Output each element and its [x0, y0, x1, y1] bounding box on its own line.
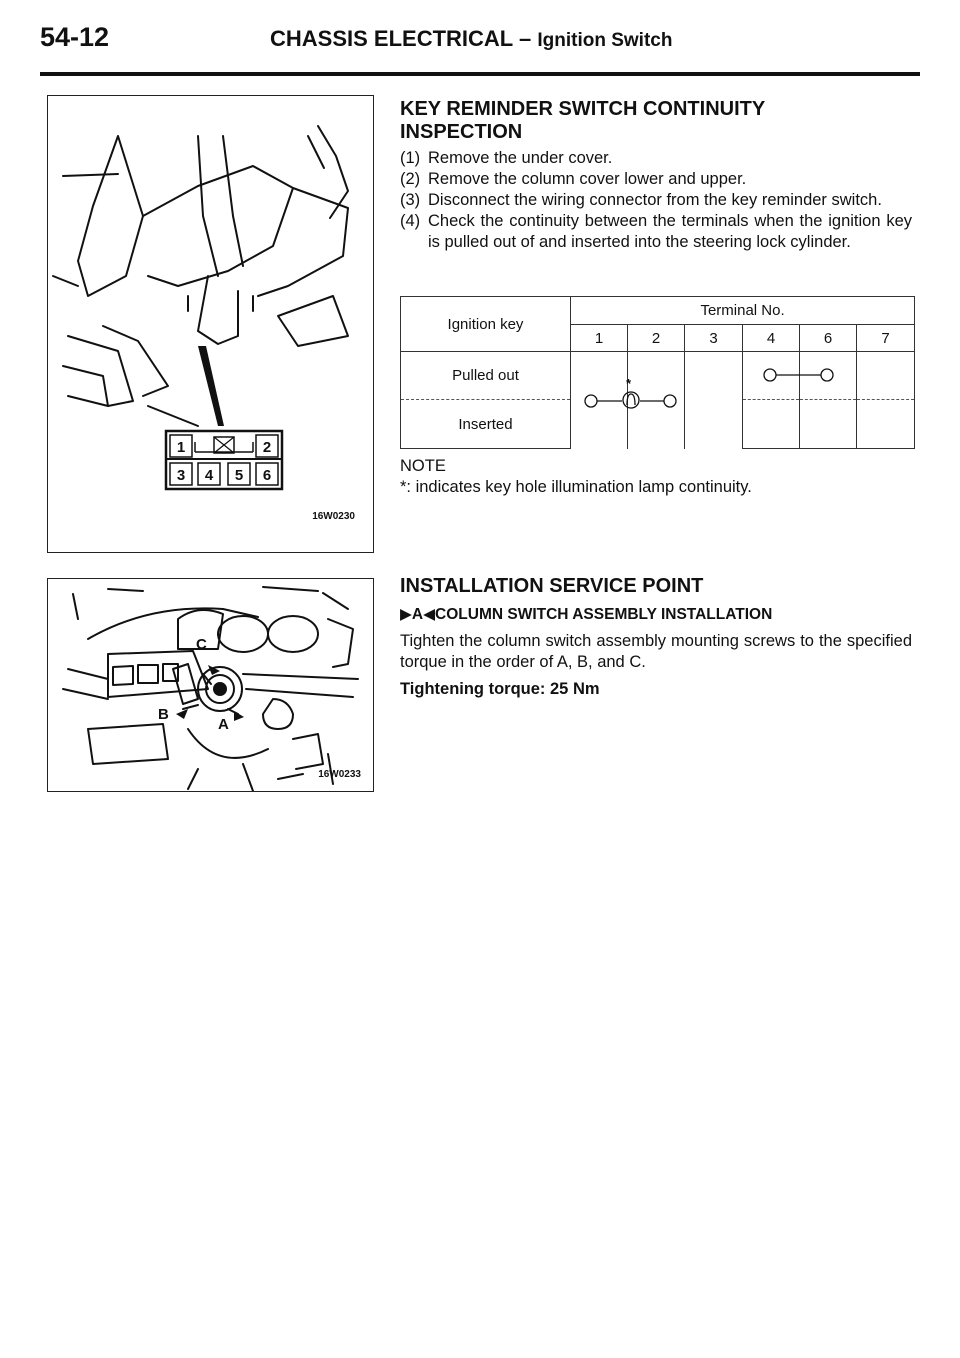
note-label: NOTE — [400, 457, 446, 475]
procedure-step — [400, 148, 912, 169]
procedure-step — [400, 211, 912, 253]
figure-key-reminder-connector — [47, 95, 374, 553]
figure-code: 16W0230 — [312, 511, 355, 522]
asterisk-mark: * — [626, 376, 632, 391]
step-number: (3) — [400, 191, 421, 209]
callout-label: B — [158, 706, 169, 723]
pin-label: 3 — [176, 467, 186, 484]
table-cell — [800, 352, 857, 400]
section-title — [270, 26, 672, 52]
step-text: Check the continuity between the terminals when the ignition key is pulled out of and inserted into the steering lock cylinder. — [428, 212, 912, 251]
subheading-text: COLUMN SWITCH ASSEMBLY INSTALLATION — [435, 606, 773, 623]
screw-arrow — [176, 709, 188, 719]
section-name: CHASSIS ELECTRICAL — [270, 26, 513, 51]
installation-subheading — [400, 604, 912, 625]
terminal-header: 4 — [743, 325, 800, 352]
terminal-header: 1 — [571, 325, 628, 352]
row-label-pulled-out: Pulled out — [401, 352, 571, 400]
terminal-header: 7 — [857, 325, 915, 352]
installation-heading: INSTALLATION SERVICE POINT — [400, 575, 704, 597]
pin-label: 2 — [262, 439, 272, 456]
step-text: Disconnect the wiring connector from the key reminder switch. — [428, 191, 882, 209]
table-cell — [800, 400, 857, 449]
marker-letter: A — [411, 606, 424, 623]
tightening-torque: Tightening torque: 25 Nm — [400, 680, 600, 698]
screw-arrow — [234, 711, 244, 721]
step-text: Remove the column cover lower and upper. — [428, 170, 747, 188]
table-cell — [743, 400, 800, 449]
step-number: (1) — [400, 149, 421, 167]
connector-pin-diagram — [166, 431, 282, 489]
pin-label: 5 — [234, 467, 244, 484]
table-cell — [685, 400, 743, 449]
table-cell — [571, 400, 628, 449]
procedure-step — [400, 190, 912, 211]
heading-line: KEY REMINDER SWITCH CONTINUITY — [400, 98, 766, 120]
table-cell — [857, 352, 915, 400]
terminal-header: 6 — [800, 325, 857, 352]
step-number: (4) — [400, 212, 421, 230]
instrument-panel-illustration — [48, 579, 373, 791]
key-reminder-heading — [400, 98, 920, 144]
table-cell — [628, 400, 685, 449]
steering-column-illustration — [48, 96, 373, 552]
pin-label: 4 — [204, 467, 214, 484]
continuity-table — [400, 296, 914, 448]
procedure-steps — [400, 148, 912, 253]
terminal-no-header: Terminal No. — [571, 297, 915, 325]
terminal-header: 3 — [685, 325, 743, 352]
step-text: Remove the under cover. — [428, 149, 613, 167]
procedure-step — [400, 169, 912, 190]
heading-line: INSPECTION — [400, 121, 523, 143]
play-left-icon: ◀ — [423, 606, 436, 623]
table-cell — [743, 352, 800, 400]
table-cell — [628, 352, 685, 400]
table-cell — [571, 352, 628, 400]
header-rule — [40, 72, 920, 76]
subsection-name: Ignition Switch — [537, 30, 673, 51]
terminal-header: 2 — [628, 325, 685, 352]
pointer-arrow — [198, 346, 224, 426]
table-cell — [685, 352, 743, 400]
step-number: (2) — [400, 170, 421, 188]
installation-body: Tighten the column switch assembly mounting screws to the specified torque in the order of A, B, and C. — [400, 632, 912, 671]
pin-label: 1 — [176, 439, 186, 456]
page-number: 54-12 — [40, 22, 110, 52]
title-separator: – — [518, 26, 532, 51]
row-label-inserted: Inserted — [401, 400, 571, 449]
ignition-key-header: Ignition key — [401, 297, 571, 352]
play-right-icon: ▶ — [400, 606, 412, 623]
table-cell — [857, 400, 915, 449]
figure-code: 16W0233 — [318, 769, 361, 780]
pin-label: 6 — [262, 467, 272, 484]
callout-label: C — [196, 636, 207, 653]
note-text: *: indicates key hole illumination lamp continuity. — [400, 478, 752, 496]
figure-column-switch-screws — [47, 578, 374, 792]
callout-label: A — [218, 716, 229, 733]
page-header — [40, 22, 920, 76]
